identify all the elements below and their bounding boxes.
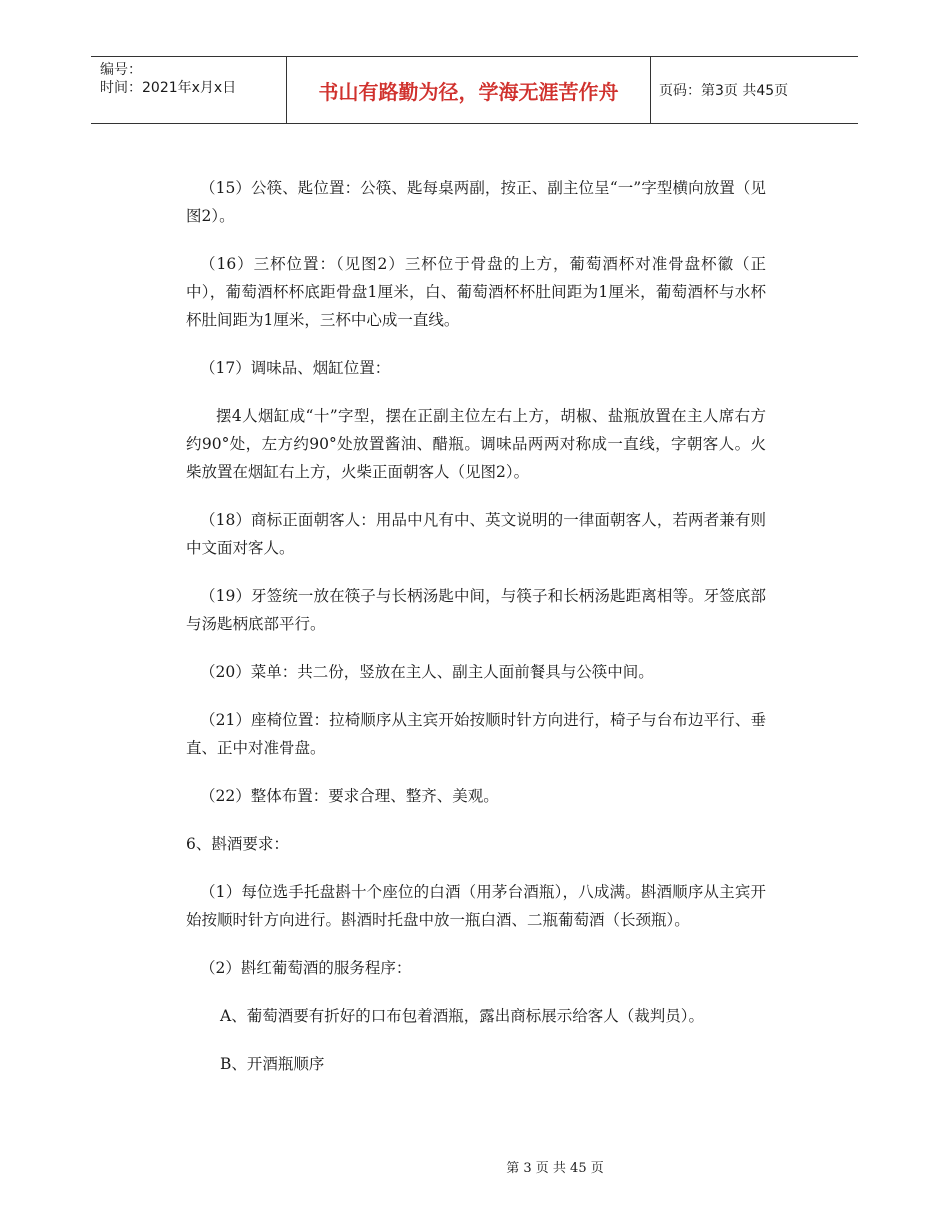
- paragraph-6-2: （2）斟红葡萄酒的服务程序：: [200, 959, 412, 977]
- paragraph-18: （18）商标正面朝客人：用品中凡有中、英文说明的一律面朝客人，若两者兼有则中文面对客人。: [186, 511, 766, 557]
- header-motto: 书山有路勤为径，学海无涯苦作舟: [287, 57, 651, 123]
- paragraph-20: （20）菜单：共二份，竖放在主人、副主人面前餐具与公筷中间。: [200, 663, 654, 681]
- paragraph-15: （15）公筷、匙位置：公筷、匙每桌两副，按正、副主位呈“一”字型横向放置（见图2）。: [186, 179, 766, 225]
- paragraph-19: （19）牙签统一放在筷子与长柄汤匙中间，与筷子和长柄汤匙距离相等。牙签底部与汤匙柄底部平行。: [186, 587, 766, 633]
- page-header: [91, 56, 858, 124]
- document-body: [186, 174, 766, 1098]
- paragraph-16: （16）三杯位置：（见图2）三杯位于骨盘的上方，葡萄酒杯对准骨盘杯徽（正中），葡萄酒杯杯底距骨盘1厘米，白、葡萄酒杯杯肚间距为1厘米，葡萄酒杯与水杯杯肚间距为1厘米，三杯中心成一直线。: [186, 255, 766, 329]
- paragraph-22: （22）整体布置：要求合理、整齐、美观。: [200, 787, 499, 805]
- paragraph-21: （21）座椅位置：拉椅顺序从主宾开始按顺时针方向进行，椅子与台布边平行、垂直、正中对准骨盘。: [186, 711, 766, 757]
- paragraph-6-2-b: B、开酒瓶顺序: [220, 1055, 325, 1073]
- paragraph-6-2-a: A、葡萄酒要有折好的口布包着酒瓶，露出商标展示给客人（裁判员）。: [220, 1007, 704, 1025]
- paragraph-6-1: （1）每位选手托盘斟十个座位的白酒（用茅台酒瓶），八成满。斟酒顺序从主宾开始按顺时针方向进行。斟酒时托盘中放一瓶白酒、二瓶葡萄酒（长颈瓶）。: [186, 883, 766, 929]
- section-6-heading: 6、斟酒要求：: [186, 835, 289, 853]
- doc-number-label: 编号：: [100, 62, 142, 78]
- paragraph-17: （17）调味品、烟缸位置：: [200, 359, 391, 377]
- header-page-info: 页码：第3页 共45页: [659, 83, 789, 99]
- paragraph-17-detail: 摆4人烟缸成“十”字型，摆在正副主位左右上方，胡椒、盐瓶放置在主人席右方约90°处，左方约90°处放置酱油、醋瓶。调味品两两对称成一直线，字朝客人。火柴放置在烟缸右上方，火柴正面朝客人（见图2）。: [186, 407, 766, 481]
- page-footer: 第 3 页 共 45 页: [506, 1161, 604, 1176]
- header-meta: [91, 57, 287, 123]
- time-label: 时间：2021年x月x日: [100, 80, 237, 96]
